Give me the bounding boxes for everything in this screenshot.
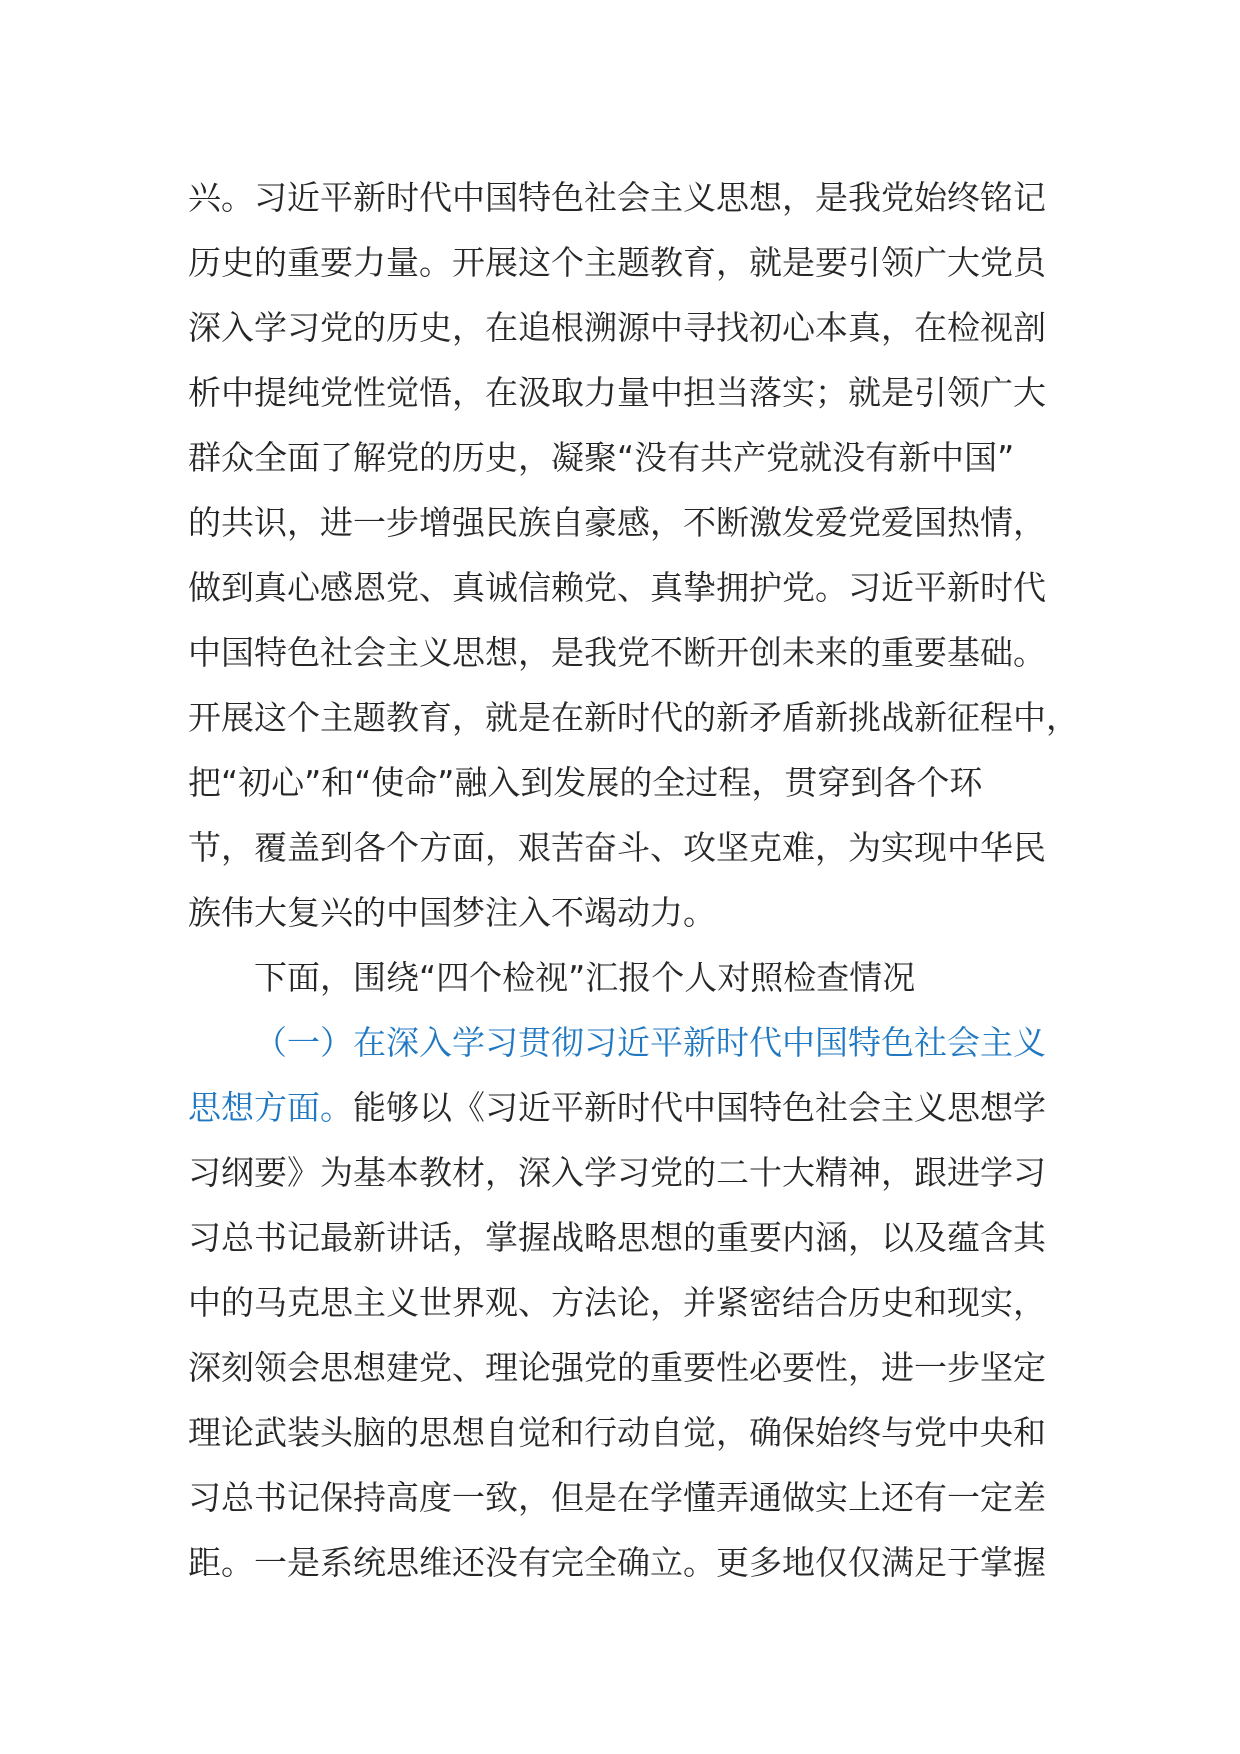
section-first-text: 能够以《习近平新时代中国特色社会主义思想学 <box>353 1088 1046 1127</box>
paragraph-line: 开展这个主题教育，就是在新时代的新矛盾新挑战新征程中， <box>188 698 1079 737</box>
section-heading: （一）在深入学习贯彻习近平新时代中国特色社会主义 <box>254 1023 1046 1062</box>
paragraph-line: 析中提纯党性觉悟，在汲取力量中担当落实；就是引领广大 <box>188 373 1046 412</box>
paragraph-line: 群众全面了解党的历史，凝聚“没有共产党就没有新中国” <box>188 438 1015 477</box>
paragraph-line: 历史的重要力量。开展这个主题教育，就是要引领广大党员 <box>188 243 1046 282</box>
section-line: 深刻领会思想建党、理论强党的重要性必要性，进一步坚定 <box>188 1348 1046 1387</box>
paragraph-line: 族伟大复兴的中国梦注入不竭动力。 <box>188 893 716 932</box>
section-line: 距。一是系统思维还没有完全确立。更多地仅仅满足于掌握 <box>188 1543 1046 1582</box>
section-line: 理论武装头脑的思想自觉和行动自觉，确保始终与党中央和 <box>188 1413 1046 1452</box>
section-line: 中的马克思主义世界观、方法论，并紧密结合历史和现实， <box>188 1283 1046 1322</box>
intro-line: 下面，围绕“四个检视”汇报个人对照检查情况 <box>254 958 916 997</box>
section-line: 习总书记最新讲话，掌握战略思想的重要内涵，以及蕴含其 <box>188 1218 1046 1257</box>
section-line: 习纲要》为基本教材，深入学习党的二十大精神，跟进学习 <box>188 1153 1046 1192</box>
section-heading-end: 思想方面。 <box>188 1088 353 1127</box>
paragraph-line: 深入学习党的历史，在追根溯源中寻找初心本真，在检视剖 <box>188 308 1046 347</box>
paragraph-line: 中国特色社会主义思想，是我党不断开创未来的重要基础。 <box>188 633 1046 672</box>
section-heading-continued-line <box>188 1075 1048 1140</box>
paragraph-line: 做到真心感恩党、真诚信赖党、真挚拥护党。习近平新时代 <box>188 568 1046 607</box>
paragraph-line: 的共识，进一步增强民族自豪感，不断激发爱党爱国热情， <box>188 503 1046 542</box>
section-line: 习总书记保持高度一致，但是在学懂弄通做实上还有一定差 <box>188 1478 1046 1517</box>
paragraph-line: 兴。习近平新时代中国特色社会主义思想，是我党始终铭记 <box>188 178 1046 217</box>
paragraph-line: 把“初心”和“使命”融入到发展的全过程，贯穿到各个环 <box>188 763 983 802</box>
document-body <box>188 165 1079 1595</box>
paragraph-line: 节，覆盖到各个方面，艰苦奋斗、攻坚克难，为实现中华民 <box>188 828 1046 867</box>
